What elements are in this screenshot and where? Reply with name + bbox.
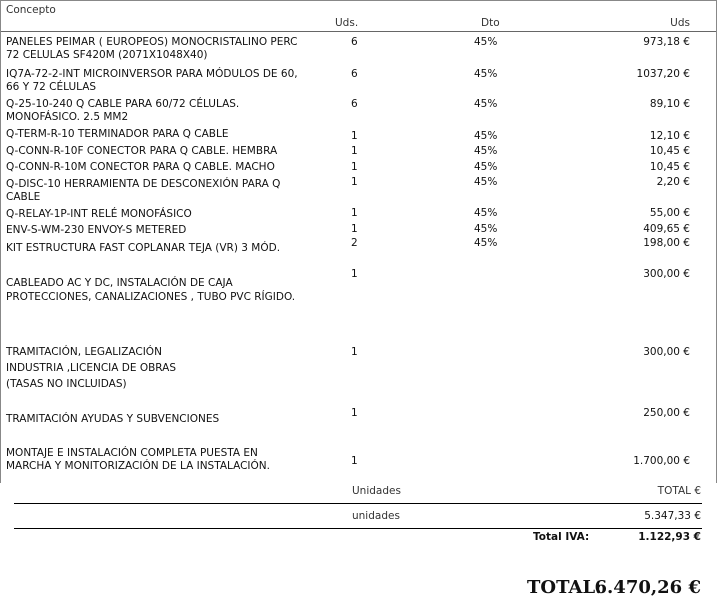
item-description: Q-CONN-R-10M CONECTOR PARA Q CABLE. MACHO	[6, 161, 275, 173]
total-euro-label: TOTAL €	[657, 485, 701, 497]
unidades-lower-label: unidades	[352, 510, 400, 522]
subtotal-divider	[14, 528, 702, 529]
item-price: 300,00 €	[643, 346, 690, 358]
item-units: 1	[351, 161, 358, 173]
item-discount: 45%	[474, 145, 498, 157]
item-units: 1	[351, 130, 358, 142]
item-price: 1037,20 €	[636, 68, 690, 80]
item-price: 250,00 €	[643, 407, 690, 419]
item-discount: 45%	[474, 207, 498, 219]
item-price: 973,18 €	[643, 36, 690, 48]
item-description: CABLEADO AC Y DC, INSTALACIÓN DE CAJA PROTECCIONES, CANALIZACIONES , TUBO PVC RÍGIDO.	[6, 277, 296, 303]
item-discount: 45%	[474, 130, 498, 142]
item-description: MONTAJE E INSTALACIÓN COMPLETA PUESTA EN MARCHA Y MONITORIZACIÓN DE LA INSTALACIÓN.	[6, 447, 270, 472]
iva-value: 1.122,93 €	[638, 531, 701, 543]
item-price: 2,20 €	[656, 176, 690, 188]
item-description: KIT ESTRUCTURA FAST COPLANAR TEJA (VR) 3 MÓD.	[6, 242, 281, 254]
subtotal-value: 5.347,33 €	[644, 510, 701, 522]
item-units: 6	[351, 36, 358, 48]
header-divider	[1, 31, 716, 32]
item-price: 198,00 €	[643, 237, 690, 249]
item-price: 55,00 €	[649, 207, 690, 219]
item-discount: 45%	[474, 237, 498, 249]
item-description: ENV-S-WM-230 ENVOY-S METERED	[6, 224, 187, 236]
item-price: 409,65 €	[643, 223, 690, 235]
item-description-line2: INDUSTRIA ,LICENCIA DE OBRAS	[6, 362, 177, 374]
item-units: 1	[351, 145, 358, 157]
item-description: PANELES PEIMAR ( EUROPEOS) MONOCRISTALINO PERC 72 CELULAS SF420M (2071X1048X40)	[6, 36, 298, 61]
item-units: 1	[351, 207, 358, 219]
header-dto: Dto	[481, 17, 500, 29]
item-description: Q-RELAY-1P-INT RELÉ MONOFÁSICO	[6, 208, 192, 220]
item-description: TRAMITACIÓN AYUDAS Y SUBVENCIONES	[6, 413, 220, 425]
item-discount: 45%	[474, 223, 498, 235]
header-concepto: Concepto	[6, 4, 56, 16]
unidades-label: Unidades	[352, 485, 401, 497]
item-units: 1	[351, 407, 358, 419]
item-description: IQ7A-72-2-INT MICROINVERSOR PARA MÓDULOS DE 60, 66 Y 72 CÉLULAS	[6, 68, 298, 93]
item-discount: 45%	[474, 36, 498, 48]
header-uds: Uds.	[335, 17, 359, 29]
item-units: 6	[351, 68, 358, 80]
item-discount: 45%	[474, 98, 498, 110]
item-units: 1	[351, 346, 358, 358]
item-description: Q-25-10-240 Q CABLE PARA 60/72 CÉLULAS. MONOFÁSICO. 2.5 MM2	[6, 98, 240, 123]
item-price: 1.700,00 €	[633, 455, 690, 467]
summary-divider	[14, 503, 702, 504]
item-price: 89,10 €	[649, 98, 690, 110]
item-price: 12,10 €	[649, 130, 690, 142]
item-price: 300,00 €	[643, 268, 690, 280]
item-description-line3: (TASAS NO INCLUIDAS)	[6, 378, 127, 390]
header-price: Uds	[670, 17, 690, 29]
item-description: TRAMITACIÓN, LEGALIZACIÓN	[6, 346, 162, 358]
item-units: 2	[351, 237, 358, 249]
item-price: 10,45 €	[649, 161, 690, 173]
item-description: Q-DISC-10 HERRAMIENTA DE DESCONEXIÓN PARA Q CABLE	[6, 178, 281, 203]
item-units: 1	[351, 223, 358, 235]
iva-label: Total IVA:	[533, 531, 590, 543]
item-discount: 45%	[474, 68, 498, 80]
item-units: 1	[351, 176, 358, 188]
item-units: 1	[351, 455, 358, 467]
item-description: Q-TERM-R-10 TERMINADOR PARA Q CABLE	[6, 128, 229, 140]
item-description: Q-CONN-R-10F CONECTOR PARA Q CABLE. HEMBRA	[6, 145, 278, 157]
item-discount: 45%	[474, 161, 498, 173]
item-units: 1	[351, 268, 358, 280]
grand-total-value: 6.470,26 €	[594, 577, 701, 598]
item-price: 10,45 €	[649, 145, 690, 157]
item-units: 6	[351, 98, 358, 110]
item-discount: 45%	[474, 176, 498, 188]
grand-total-label: TOTAL:	[527, 577, 602, 598]
